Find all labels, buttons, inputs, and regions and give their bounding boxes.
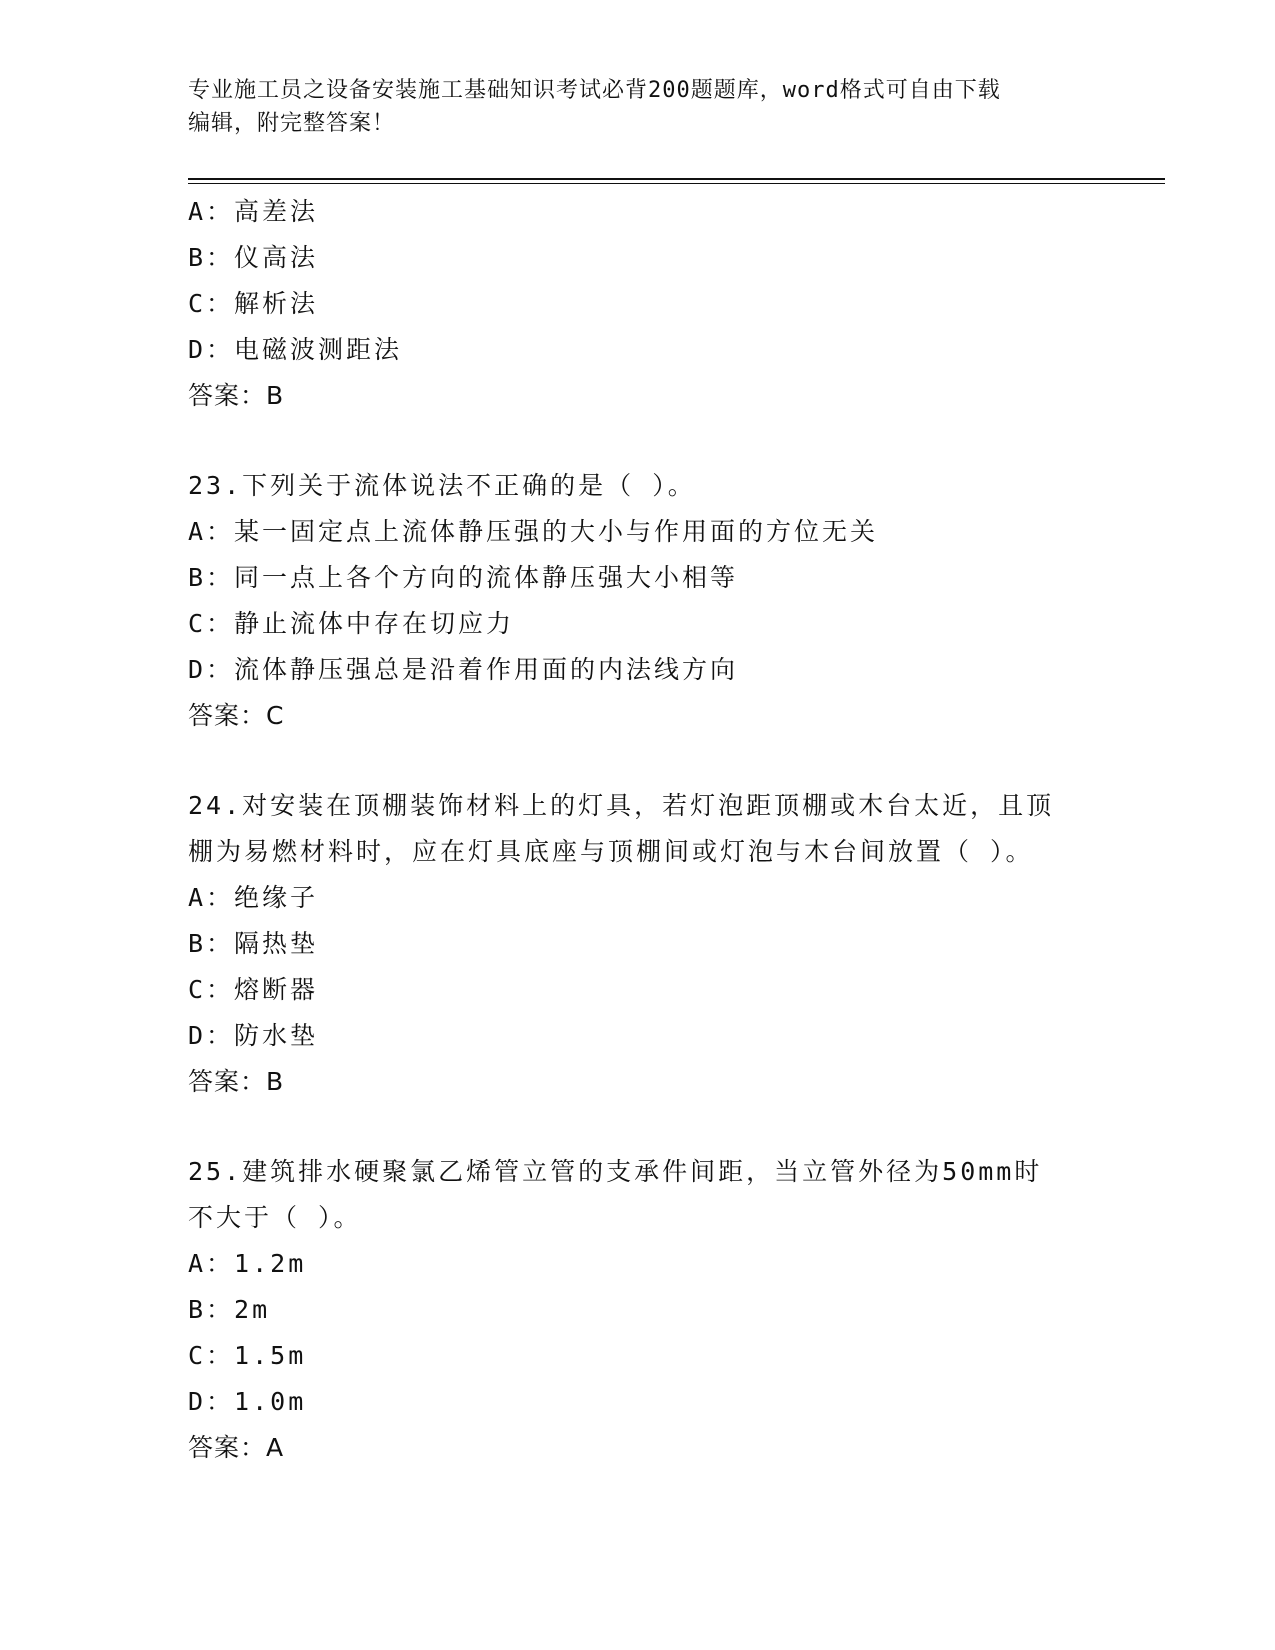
- option-a: A：绝缘子: [188, 883, 319, 912]
- document-header: [188, 74, 1078, 140]
- option-b: B：隔热垫: [188, 929, 319, 958]
- question-text-line-2: 棚为易燃材料时，应在灯具底座与顶棚间或灯泡与木台间放置（ ）。: [188, 837, 1034, 866]
- question-block-25: [188, 1149, 1088, 1471]
- option-c: C：解析法: [188, 289, 319, 318]
- answer-line: 答案：C: [188, 701, 285, 730]
- option-b: B：仪高法: [188, 243, 319, 272]
- question-spacer: [188, 1105, 1088, 1149]
- answer-line: 答案：B: [188, 1067, 285, 1096]
- question-text-line-2: 不大于（ ）。: [188, 1203, 362, 1232]
- question-block-24: [188, 783, 1088, 1105]
- question-text: 23.下列关于流体说法不正确的是（ ）。: [188, 471, 696, 500]
- question-spacer: [188, 739, 1088, 783]
- header-title-line-1: 专业施工员之设备安装施工基础知识考试必背200题题库，word格式可自由下载: [188, 78, 1001, 103]
- option-a: A：1.2m: [188, 1249, 307, 1278]
- question-list: [188, 189, 1088, 1471]
- question-block-22: [188, 189, 1088, 419]
- option-c: C：熔断器: [188, 975, 319, 1004]
- header-rule-thin: [188, 183, 1165, 184]
- header-rule-thick: [188, 178, 1165, 180]
- question-spacer: [188, 419, 1088, 463]
- option-c: C：静止流体中存在切应力: [188, 609, 515, 638]
- option-d: D：防水垫: [188, 1021, 319, 1050]
- option-b: B：同一点上各个方向的流体静压强大小相等: [188, 563, 739, 592]
- option-d: D：1.0m: [188, 1387, 307, 1416]
- header-title-line-2: 编辑，附完整答案！: [188, 111, 396, 136]
- option-d: D：电磁波测距法: [188, 335, 403, 364]
- question-block-23: [188, 463, 1088, 739]
- option-a: A：某一固定点上流体静压强的大小与作用面的方位无关: [188, 517, 879, 546]
- answer-line: 答案：A: [188, 1433, 285, 1462]
- question-text-line-1: 24.对安装在顶棚装饰材料上的灯具，若灯泡距顶棚或木台太近，且顶: [188, 791, 1055, 820]
- option-d: D：流体静压强总是沿着作用面的内法线方向: [188, 655, 739, 684]
- answer-line: 答案：B: [188, 381, 285, 410]
- option-b: B：2m: [188, 1295, 271, 1324]
- option-c: C：1.5m: [188, 1341, 307, 1370]
- question-text-line-1: 25.建筑排水硬聚氯乙烯管立管的支承件间距，当立管外径为50mm时: [188, 1157, 1043, 1186]
- option-a: A：高差法: [188, 197, 319, 226]
